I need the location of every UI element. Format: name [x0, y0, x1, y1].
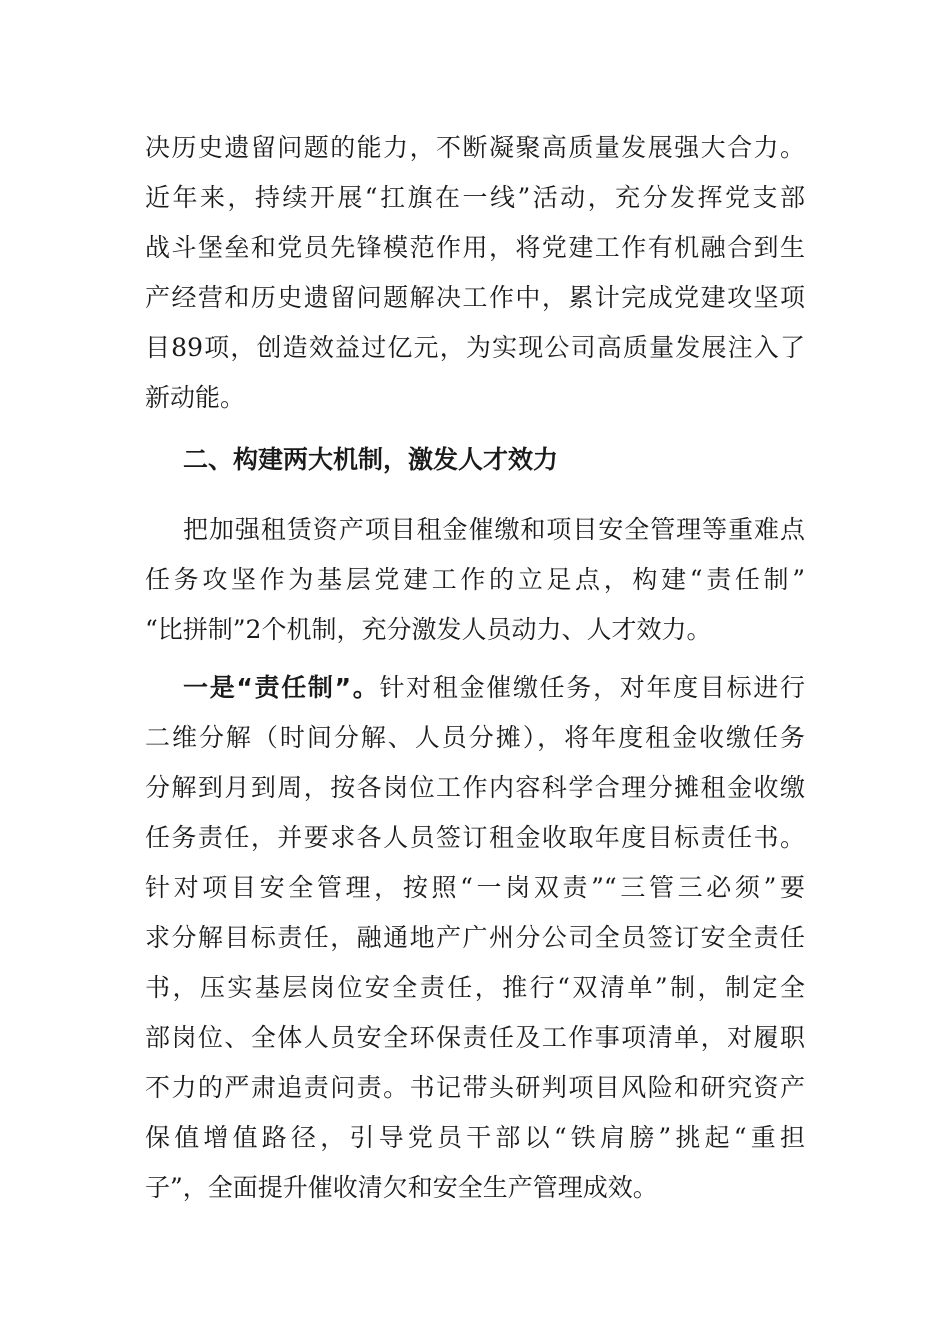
paragraph-2-line-1: 把加强租赁资产项目租金催缴和项目安全管理等重难点: [183, 515, 805, 544]
paragraph-3-lead: 一是“责任制”。: [183, 673, 380, 702]
paragraph-3-line-11: 子”，全面提升催收清欠和安全生产管理成效。: [145, 1173, 658, 1202]
paragraph-1-line-1: 决历史遗留问题的能力，不断凝聚高质量发展强大合力。: [145, 133, 805, 162]
paragraph-3-line-5: 针对项目安全管理，按照“一岗双责”“三管三必须”要: [145, 873, 805, 902]
paragraph-3-line-1-rest: 针对租金催缴任务，对年度目标进行: [379, 673, 805, 702]
paragraph-1-line-5: 目89项，创造效益过亿元，为实现公司高质量发展注入了: [145, 333, 805, 362]
section-heading: 二、构建两大机制，激发人才效力: [183, 445, 559, 474]
paragraph-3-line-10: 保值增值路径，引导党员干部以“铁肩膀”挑起“重担: [145, 1123, 805, 1152]
paragraph-3-line-4: 任务责任，并要求各人员签订租金收取年度目标责任书。: [145, 823, 805, 852]
paragraph-3-line-9: 不力的严肃追责问责。书记带头研判项目风险和研究资产: [145, 1073, 805, 1102]
paragraph-1-line-6: 新动能。: [145, 383, 246, 412]
paragraph-3-line-3: 分解到月到周，按各岗位工作内容科学合理分摊租金收缴: [145, 773, 805, 802]
paragraph-1-line-2: 近年来，持续开展“扛旗在一线”活动，充分发挥党支部: [145, 183, 805, 212]
paragraph-3-line-2: 二维分解（时间分解、人员分摊），将年度租金收缴任务: [145, 723, 805, 752]
paragraph-2-line-3: “比拼制”2个机制，充分激发人员动力、人才效力。: [145, 615, 712, 644]
paragraph-1-line-4: 产经营和历史遗留问题解决工作中，累计完成党建攻坚项: [145, 283, 805, 312]
paragraph-2-line-2: 任务攻坚作为基层党建工作的立足点，构建“责任制”: [145, 565, 805, 594]
paragraph-3-line-1: [183, 668, 805, 708]
paragraph-3-line-6: 求分解目标责任，融通地产广州分公司全员签订安全责任: [145, 923, 805, 952]
paragraph-3-line-7: 书，压实基层岗位安全责任，推行“双清单”制，制定全: [145, 973, 805, 1002]
paragraph-1-line-3: 战斗堡垒和党员先锋模范作用，将党建工作有机融合到生: [145, 233, 805, 262]
paragraph-3-line-8: 部岗位、全体人员安全环保责任及工作事项清单，对履职: [145, 1023, 805, 1052]
